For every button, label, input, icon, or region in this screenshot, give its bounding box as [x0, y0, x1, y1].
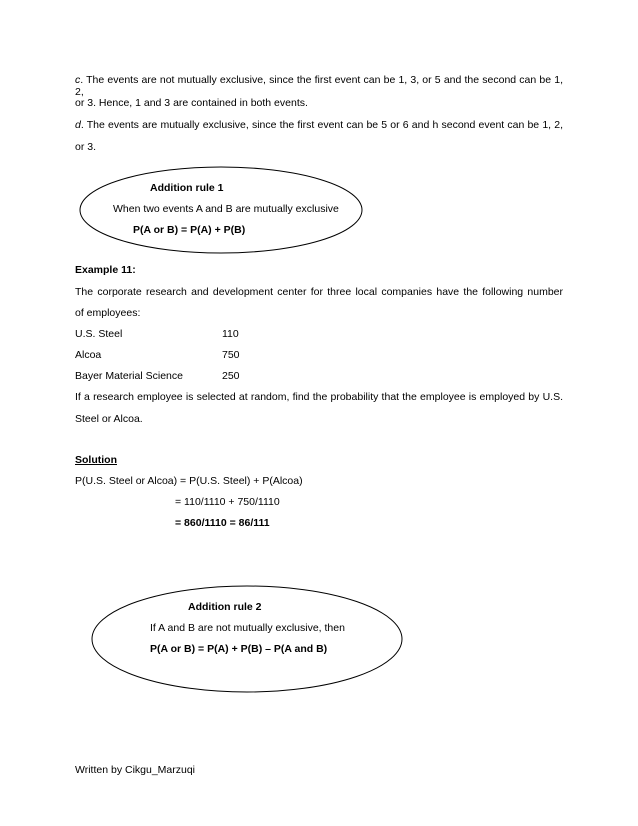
example-question-line-1: If a research employee is selected at random, find the probability that the employee is employed by U.S.	[75, 391, 563, 403]
example-intro-line-2: of employees:	[75, 307, 141, 319]
solution-step-3: = 860/1110 = 86/111	[175, 517, 270, 529]
para-d-line-1: d. The events are mutually exclusive, since the first event can be 5 or 6 and h second event can be 1, 2,	[75, 119, 563, 131]
example-heading: Example 11:	[75, 264, 136, 276]
example-question-line-2: Steel or Alcoa.	[75, 413, 143, 425]
para-c-line-1: c. The events are not mutually exclusive, since the first event can be 1, 3, or 5 and the second can be 1, 2,	[75, 74, 563, 98]
table-row-value: 750	[222, 349, 240, 361]
solution-step-2: = 110/1110 + 750/1110	[175, 496, 280, 508]
rule1-formula: P(A or B) = P(A) + P(B)	[133, 224, 246, 236]
table-row-name: U.S. Steel	[75, 328, 123, 340]
example-intro-line-1: The corporate research and development center for three local companies have the following number	[75, 286, 563, 298]
para-d-line-2: or 3.	[75, 141, 97, 153]
solution-step-1: P(U.S. Steel or Alcoa) = P(U.S. Steel) + P(Alcoa)	[75, 475, 303, 487]
rule2-formula: P(A or B) = P(A) + P(B) – P(A and B)	[150, 643, 328, 655]
solution-heading: Solution	[75, 454, 117, 466]
table-row-value: 110	[222, 328, 239, 340]
para-c-line-2: or 3. Hence, 1 and 3 are contained in both events.	[75, 97, 308, 109]
footer-text: Written by Cikgu_Marzuqi	[75, 764, 196, 776]
rule1-text: When two events A and B are mutually exclusive	[113, 203, 339, 215]
para-d-letter: d	[75, 119, 81, 131]
table-row-name: Bayer Material Science	[75, 370, 183, 382]
table-row-value: 250	[222, 370, 240, 382]
table-row-name: Alcoa	[75, 349, 102, 361]
rule1-title: Addition rule 1	[150, 182, 224, 194]
rule2-text: If A and B are not mutually exclusive, then	[150, 622, 345, 634]
rule2-title: Addition rule 2	[188, 601, 262, 613]
para-c-letter: c	[75, 74, 81, 86]
